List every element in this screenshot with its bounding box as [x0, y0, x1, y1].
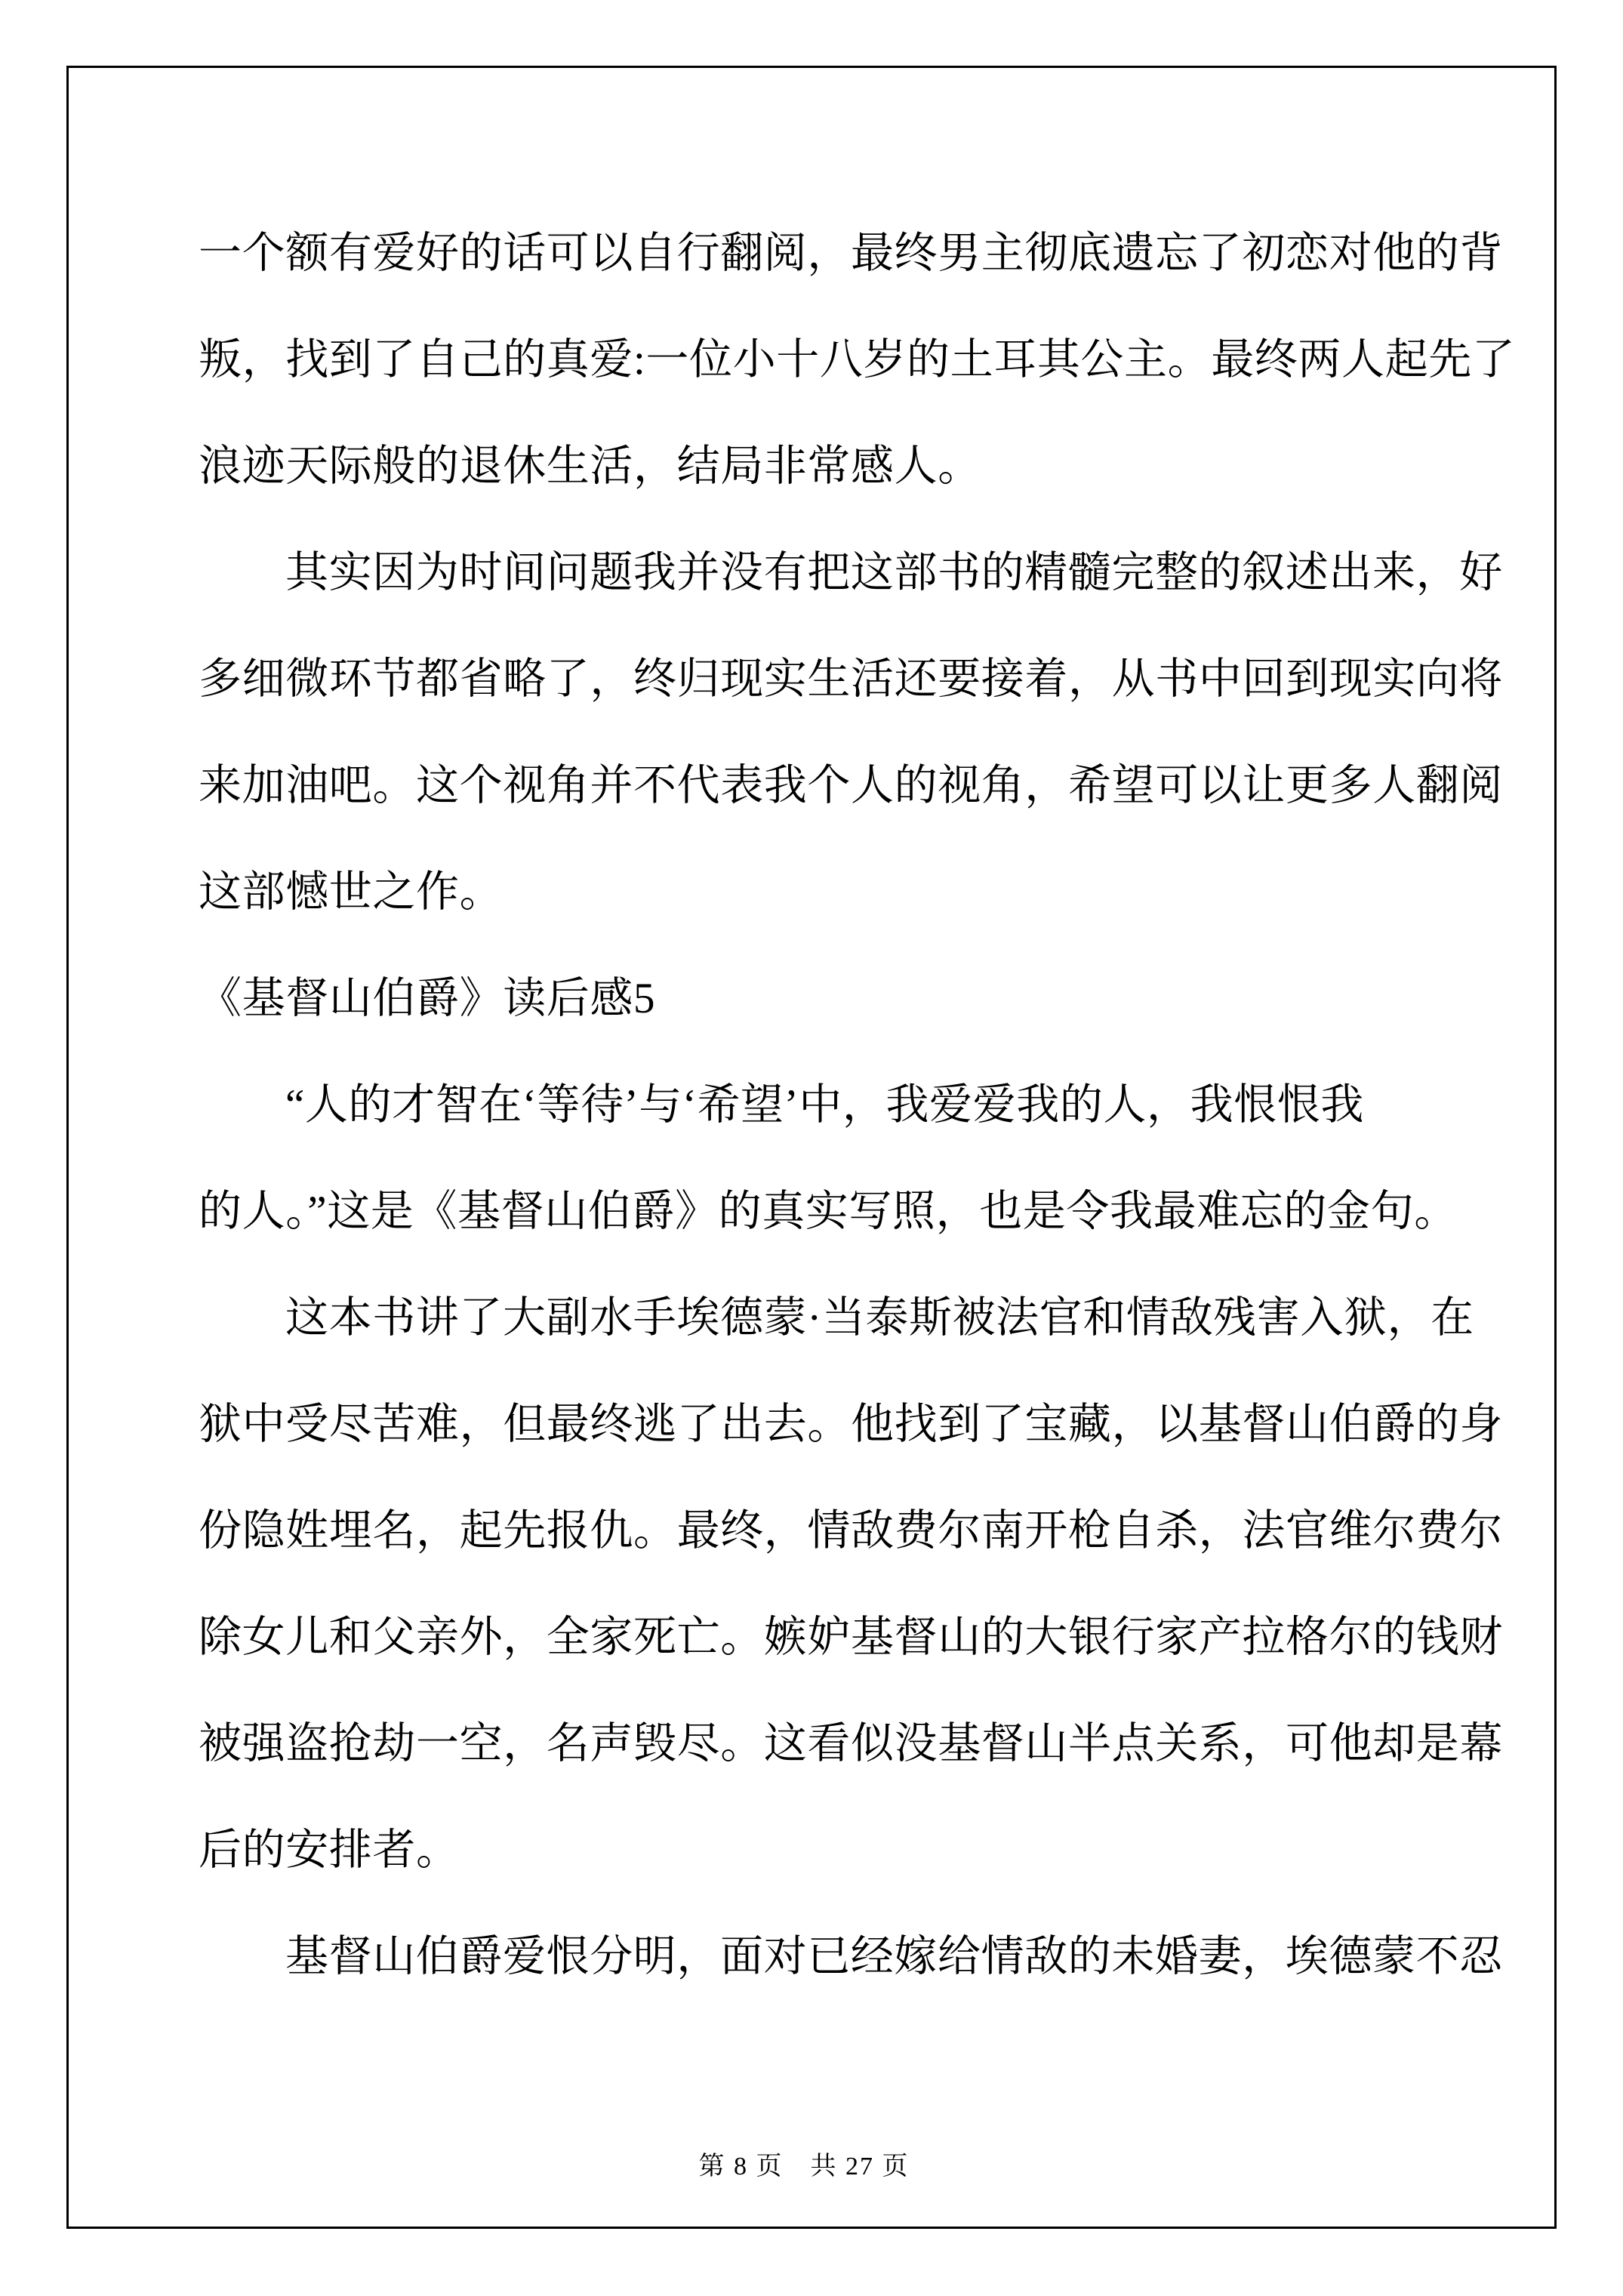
- text-line: 这部憾世之作。: [199, 868, 504, 916]
- text-line: 狱中受尽苦难，但最终逃了出去。他找到了宝藏，以基督山伯爵的身: [199, 1401, 1503, 1448]
- text-line: 份隐姓埋名，起先报仇。最终，情敌费尔南开枪自杀，法官维尔费尔: [199, 1507, 1503, 1555]
- text-line: 多细微环节都省略了，终归现实生活还要接着，从书中回到现实向将: [199, 655, 1503, 703]
- text-line: “人的才智在‘等待’与‘希望’中，我爱爱我的人，我恨恨我: [285, 1081, 1365, 1129]
- text-line: 其实因为时间问题我并没有把这部书的精髓完整的叙述出来，好: [285, 549, 1503, 596]
- text-line: 除女儿和父亲外，全家死亡。嫉妒基督山的大银行家产拉格尔的钱财: [199, 1613, 1503, 1661]
- text-line: 的人。”这是《基督山伯爵》的真实写照，也是令我最难忘的金句。: [199, 1188, 1458, 1235]
- text-line: 浪迹天际般的退休生活，结局非常感人。: [199, 442, 981, 490]
- text-line: 一个额有爱好的话可以自行翻阅，最终男主彻底遗忘了初恋对他的背: [199, 230, 1503, 277]
- text-line: 被强盗抢劫一空，名声毁尽。这看似没基督山半点关系，可他却是幕: [199, 1720, 1503, 1767]
- text-line: 来加油吧。这个视角并不代表我个人的视角，希望可以让更多人翻阅: [199, 762, 1503, 809]
- page-number-label: 第 8 页 共 27 页: [698, 2153, 910, 2180]
- text-line: 叛，找到了自己的真爱:一位小十八岁的土耳其公主。最终两人起先了: [199, 336, 1516, 384]
- text-line: 基督山伯爵爱恨分明，面对已经嫁给情敌的未婚妻，埃德蒙不忍: [285, 1933, 1503, 1980]
- section-heading: 《基督山伯爵》读后感5: [199, 975, 656, 1022]
- page-footer: [66, 2122, 1557, 2212]
- text-line: 这本书讲了大副水手埃德蒙·当泰斯被法官和情敌残害入狱，在: [285, 1294, 1474, 1342]
- document-body: [199, 200, 1516, 2010]
- text-line: 后的安排者。: [199, 1826, 460, 1874]
